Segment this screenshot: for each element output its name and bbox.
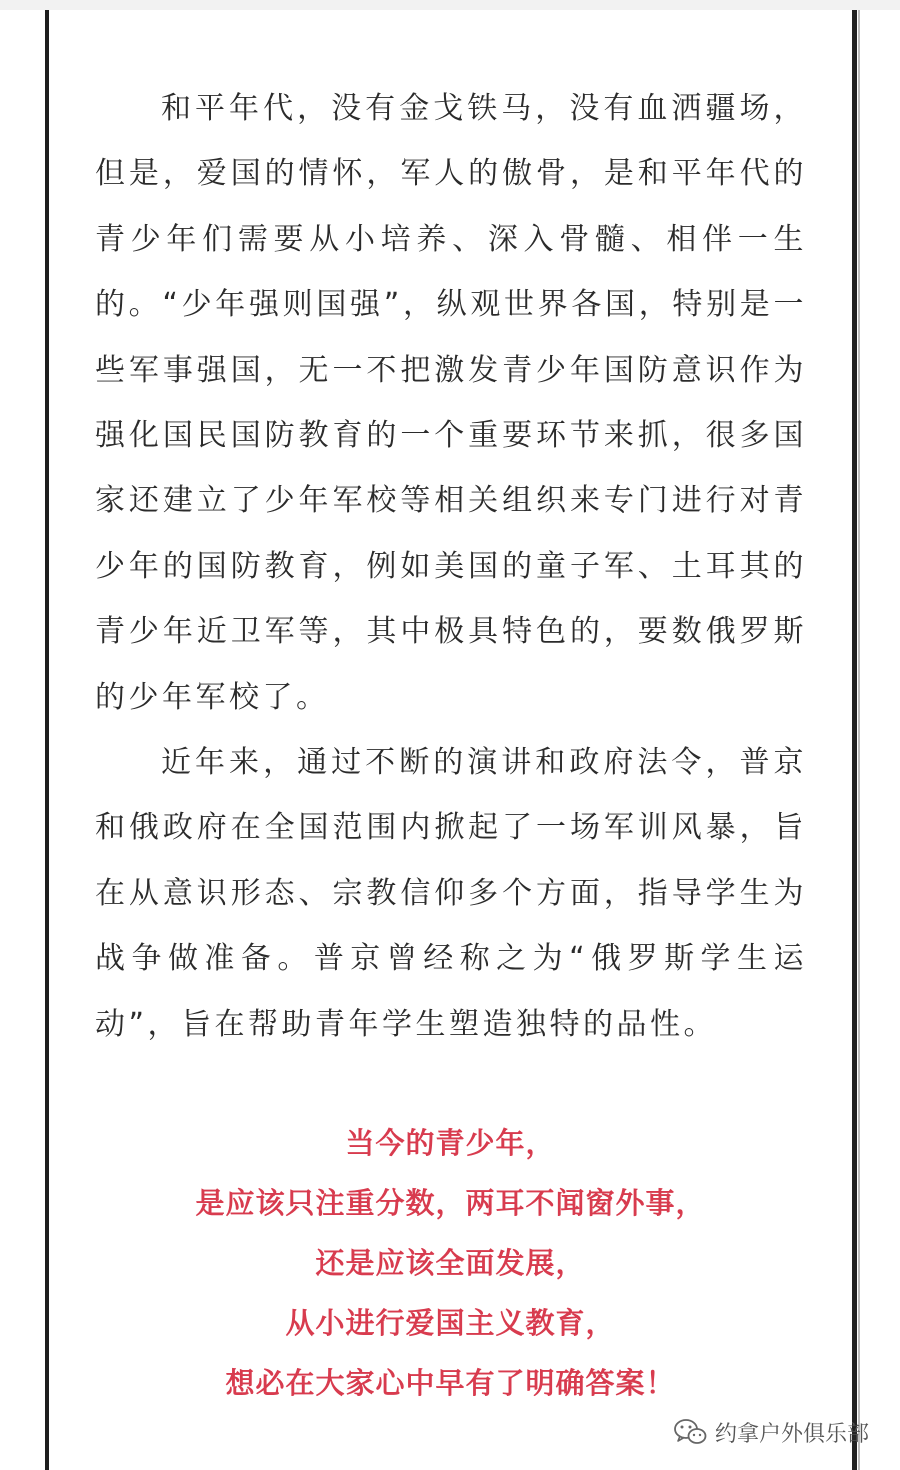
wechat-icon	[673, 1417, 707, 1447]
callout-line-1: 当今的青少年，	[345, 1126, 556, 1160]
right-border-rule	[852, 10, 857, 1470]
article-paragraph-1: 和平年代，没有金戈铁马，没有血洒疆场，但是，爱国的情怀，军人的傲骨，是和平年代的青少年们需要从小培养、深入骨髓、相伴一生的。“少年强则国强”，纵观世界各国，特别是一些军事强国，无一不把激发青少年国防意识作为强化国民国防教育的一个重要环节来抓，很多国家还建立了少年军校等相关组织来专门进行对青少年的国防教育，例如美国的童子军、土耳其的青少年近卫军等，其中极具特色的，要数俄罗斯的少年军校了。	[95, 91, 807, 715]
callout-line-5: 想必在大家心中早有了明确答案！	[225, 1366, 676, 1400]
right-border-shadow	[858, 10, 860, 1470]
top-bar	[0, 0, 900, 10]
callout-line-2: 是应该只注重分数，两耳不闻窗外事，	[195, 1186, 706, 1220]
source-watermark	[673, 1412, 869, 1452]
callout-line-4: 从小进行爱国主义教育，	[285, 1306, 616, 1340]
watermark-label: 约拿户外俱乐部	[715, 1421, 870, 1447]
article-body	[95, 76, 807, 1057]
callout-quote	[49, 1113, 852, 1413]
callout-line-3: 还是应该全面发展，	[315, 1246, 586, 1280]
article-paragraph-2: 近年来，通过不断的演讲和政府法令，普京和俄政府在全国范围内掀起了一场军训风暴，旨在从意识形态、宗教信仰多个方面，指导学生为战争做准备。普京曾经称之为“俄罗斯学生运动”，旨在帮助青年学生塑造独特的品性。	[95, 745, 807, 1042]
